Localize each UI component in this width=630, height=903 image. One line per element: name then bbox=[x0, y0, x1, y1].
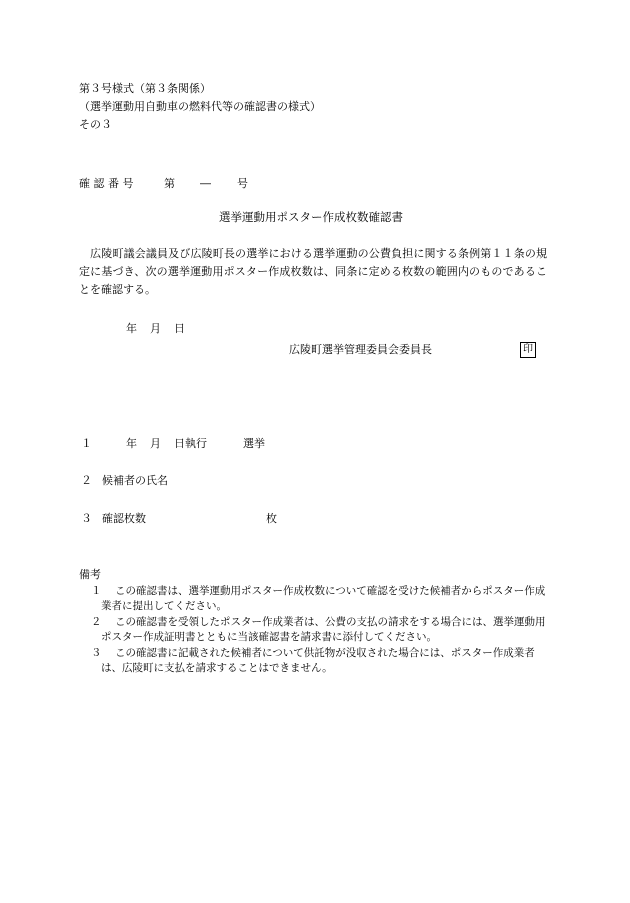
item1-year: 年 bbox=[126, 437, 137, 450]
remark-text: この確認書に記載された候補者について供託物が没収された場合には、ポスター作成業者は、広陵町に支払を請求することはできません。 bbox=[101, 647, 535, 674]
remark-number: ２ bbox=[91, 616, 102, 628]
confirmation-suffix: 号 bbox=[237, 177, 248, 190]
remark-item-1 bbox=[79, 584, 547, 614]
remark-number: １ bbox=[91, 585, 102, 597]
item1-number: １ bbox=[81, 437, 92, 450]
remark-item-2 bbox=[79, 615, 547, 645]
form-number: 第３号様式（第３条関係） bbox=[79, 82, 211, 95]
form-part: その３ bbox=[79, 118, 112, 131]
item1-day-exec: 日執行 bbox=[174, 437, 207, 450]
item3-number: ３ bbox=[81, 512, 92, 525]
remark-text: この確認書は、選挙運動用ポスター作成枚数について確認を受けた候補者からポスター作成業者に提出してください。 bbox=[101, 585, 546, 612]
date-day: 日 bbox=[174, 322, 185, 335]
confirmation-dash: ― bbox=[200, 177, 211, 190]
item3-unit: 枚 bbox=[266, 512, 277, 525]
item1-election: 選挙 bbox=[243, 437, 265, 450]
remark-item-3 bbox=[79, 646, 547, 676]
form-subtitle: （選挙運動用自動車の燃料代等の確認書の様式） bbox=[79, 100, 321, 113]
document-title: 選挙運動用ポスター作成枚数確認書 bbox=[219, 210, 403, 224]
item1-month: 月 bbox=[150, 437, 161, 450]
confirmation-prefix: 第 bbox=[164, 177, 175, 190]
confirmation-label: 確 認 番 号 bbox=[79, 177, 134, 190]
seal-stamp: 印 bbox=[520, 342, 536, 358]
remark-number: ３ bbox=[91, 647, 102, 659]
item2-label: 候補者の氏名 bbox=[102, 474, 168, 487]
date-month: 月 bbox=[150, 322, 161, 335]
item3-label: 確認枚数 bbox=[102, 512, 146, 525]
signatory: 広陵町選挙管理委員会委員長 bbox=[289, 343, 432, 356]
remark-text: この確認書を受領したポスター作成業者は、公費の支払の請求をする場合には、選挙運動用ポスター作成証明書とともに当該確認書を請求書に添付してください。 bbox=[101, 616, 546, 643]
remarks-heading: 備考 bbox=[79, 568, 101, 581]
date-year: 年 bbox=[126, 322, 137, 335]
body-paragraph: 広陵町議会議員及び広陵町長の選挙における選挙運動の公費負担に関する条例第１１条の規定に基づき、次の選挙運動用ポスター作成枚数は、同条に定める枚数の範囲内のものであることを確認する。 bbox=[79, 247, 547, 296]
item2-number: ２ bbox=[81, 474, 92, 487]
